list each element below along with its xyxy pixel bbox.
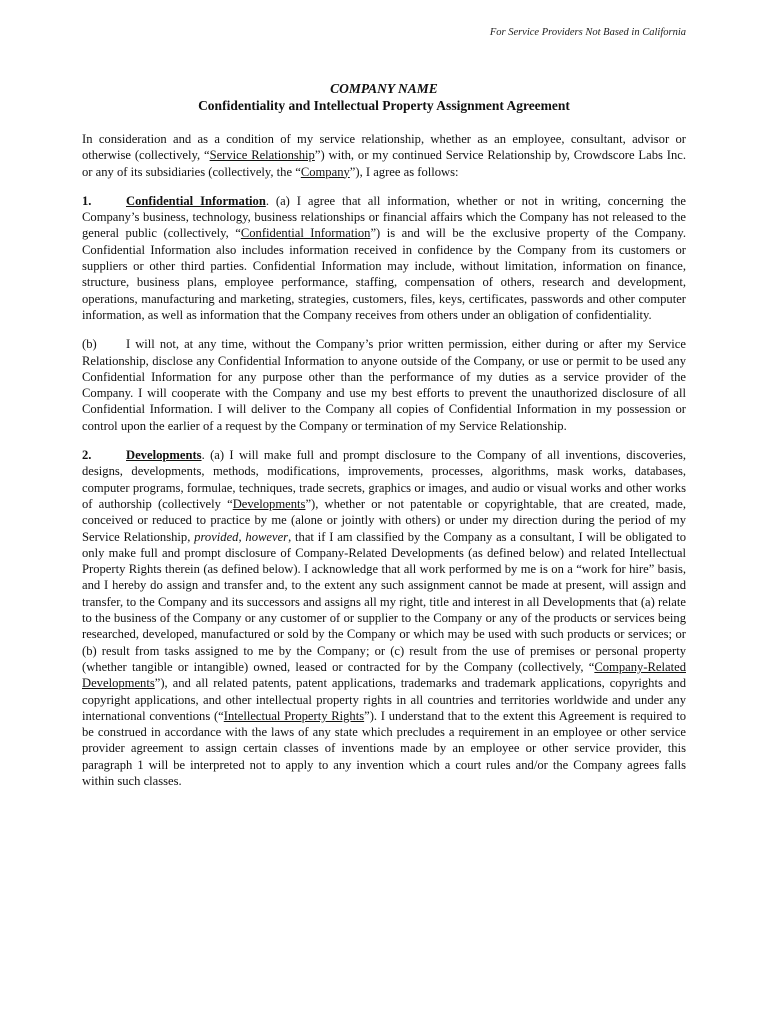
section-2-number: 2. <box>82 448 92 463</box>
section-1b-paragraph <box>82 336 686 434</box>
agreement-title: Confidentiality and Intellectual Property Assignment Agreement <box>198 98 570 113</box>
section-1-text-2: ”) is and will be the exclusive property of the Company. Confidential Information also includes information received in confidence by the Company from its customers or suppliers or other third parties. Confidential Information may include, without limitation, information on finance, structure, business plans, employee performance, staffing, compensation of others, research and development, operations, manufacturing and marketing, strategies, customers, files, keys, certificates, passwords and other computer information, as well as information that the Company receives from others under an obligation of confidentiality. <box>82 226 686 322</box>
section-1b-text: I will not, at any time, without the Company’s prior written permission, either during or after my Service Relationship, disclose any Confidential Information to anyone outside of the Company, or use or permit to be used any Confidential Information for any purpose other than the performance of my duties as a service provider of the Company. I will cooperate with the Company and use my best efforts to prevent the unauthorized disclosure of all Confidential Information. I will deliver to the Company all copies of Confidential Information in my possession or control upon the earlier of a request by the Company or termination of my Service Relationship. <box>82 337 686 433</box>
intro-text-1: In consideration and as a condition of my service relationship, whether as an employee, consultant, advisor or otherwise (collectively, “ <box>82 132 686 163</box>
defined-term-company-related-developments: Company-Related Developments <box>82 659 686 691</box>
section-2-text-2: ”), whether or not patentable or copyrightable, that are created, made, conceived or reduced to practice by me (alone or jointly with others) or under my direction during the period of my Service Relationship, <box>82 496 686 544</box>
defined-term-service-relationship: Service Relationship <box>209 148 315 163</box>
section-2-paragraph <box>82 447 686 789</box>
section-1b-label: (b) <box>82 337 97 352</box>
section-2-heading: Developments <box>126 448 202 463</box>
header-note: For Service Providers Not Based in California <box>489 27 686 38</box>
section-2-italic-proviso: provided, however <box>194 529 289 544</box>
section-2-text-3: , that if I am classified by the Company as a consultant, I will be obligated to only make full and prompt disclosure of Company-Related Developments (as defined below) and related Intellectual Property Rights therein (as defined below). I acknowledge that all work performed by me is on a “work for hire” basis, and I hereby do assign and transfer and, to the extent any such assignment cannot be made at present, will assign and transfer, to the Company and its successors and assigns all my right, title and interest in all Developments that (a) relate to the business of the Company or any customer of or supplier to the Company or any of the products or services being researched, developed, manufactured or sold by the Company or which may be used with such products or services; or (b) result from tasks assigned to me by the Company; or (c) result from the use of premises or personal property (whether tangible or intangible) owned, leased or contracted for by the Company (collectively, “ <box>82 529 686 674</box>
section-1-heading: Confidential Information <box>126 193 266 208</box>
intro-text-3: ”), I agree as follows: <box>349 164 459 179</box>
section-2-text-4: ”), and all related patents, patent applications, trademarks and trademark applications, copyrights and copyright applications, and other intellectual property rights in all countries and territories worldwide and under any international conventions (“ <box>82 676 686 723</box>
title-block <box>0 80 768 114</box>
section-1-paragraph <box>82 193 686 323</box>
section-1-number: 1. <box>82 193 92 208</box>
company-name: COMPANY NAME <box>330 81 438 96</box>
defined-term-confidential-information: Confidential Information <box>240 226 371 241</box>
defined-term-developments: Developments <box>232 496 306 511</box>
document-body <box>82 131 686 802</box>
section-2-text-5: ”). I understand that to the extent this Agreement is required to be construed in accordance with the laws of any state which precludes a requirement in an employee or other service provider agreement to assign certain classes of inventions made by an employee or other service provider, this paragraph 1 will be interpreted not to apply to any invention which a court rules and/or the Company agrees falls within such classes. <box>82 708 687 788</box>
defined-term-intellectual-property-rights: Intellectual Property Rights <box>223 708 365 723</box>
section-1-text-1: . (a) I agree that all information, whether or not in writing, concerning the Company’s business, technology, business relationships or financial affairs which the Company has not released to the general public (collectively, “ <box>82 193 686 241</box>
intro-text-2: ”) with, or my continued Service Relationship by, Crowdscore Labs Inc. or any of its subsidiaries (collectively, the “ <box>82 148 686 179</box>
intro-paragraph <box>82 131 686 180</box>
defined-term-company: Company <box>300 164 350 179</box>
section-2-text-1: . (a) I will make full and prompt disclosure to the Company of all inventions, discoveries, designs, developments, methods, modifications, improvements, processes, algorithms, mask works, databases, computer programs, formulae, techniques, trade secrets, graphics or images, and audio or visual works and other works of authorship (collectively “ <box>82 448 686 511</box>
